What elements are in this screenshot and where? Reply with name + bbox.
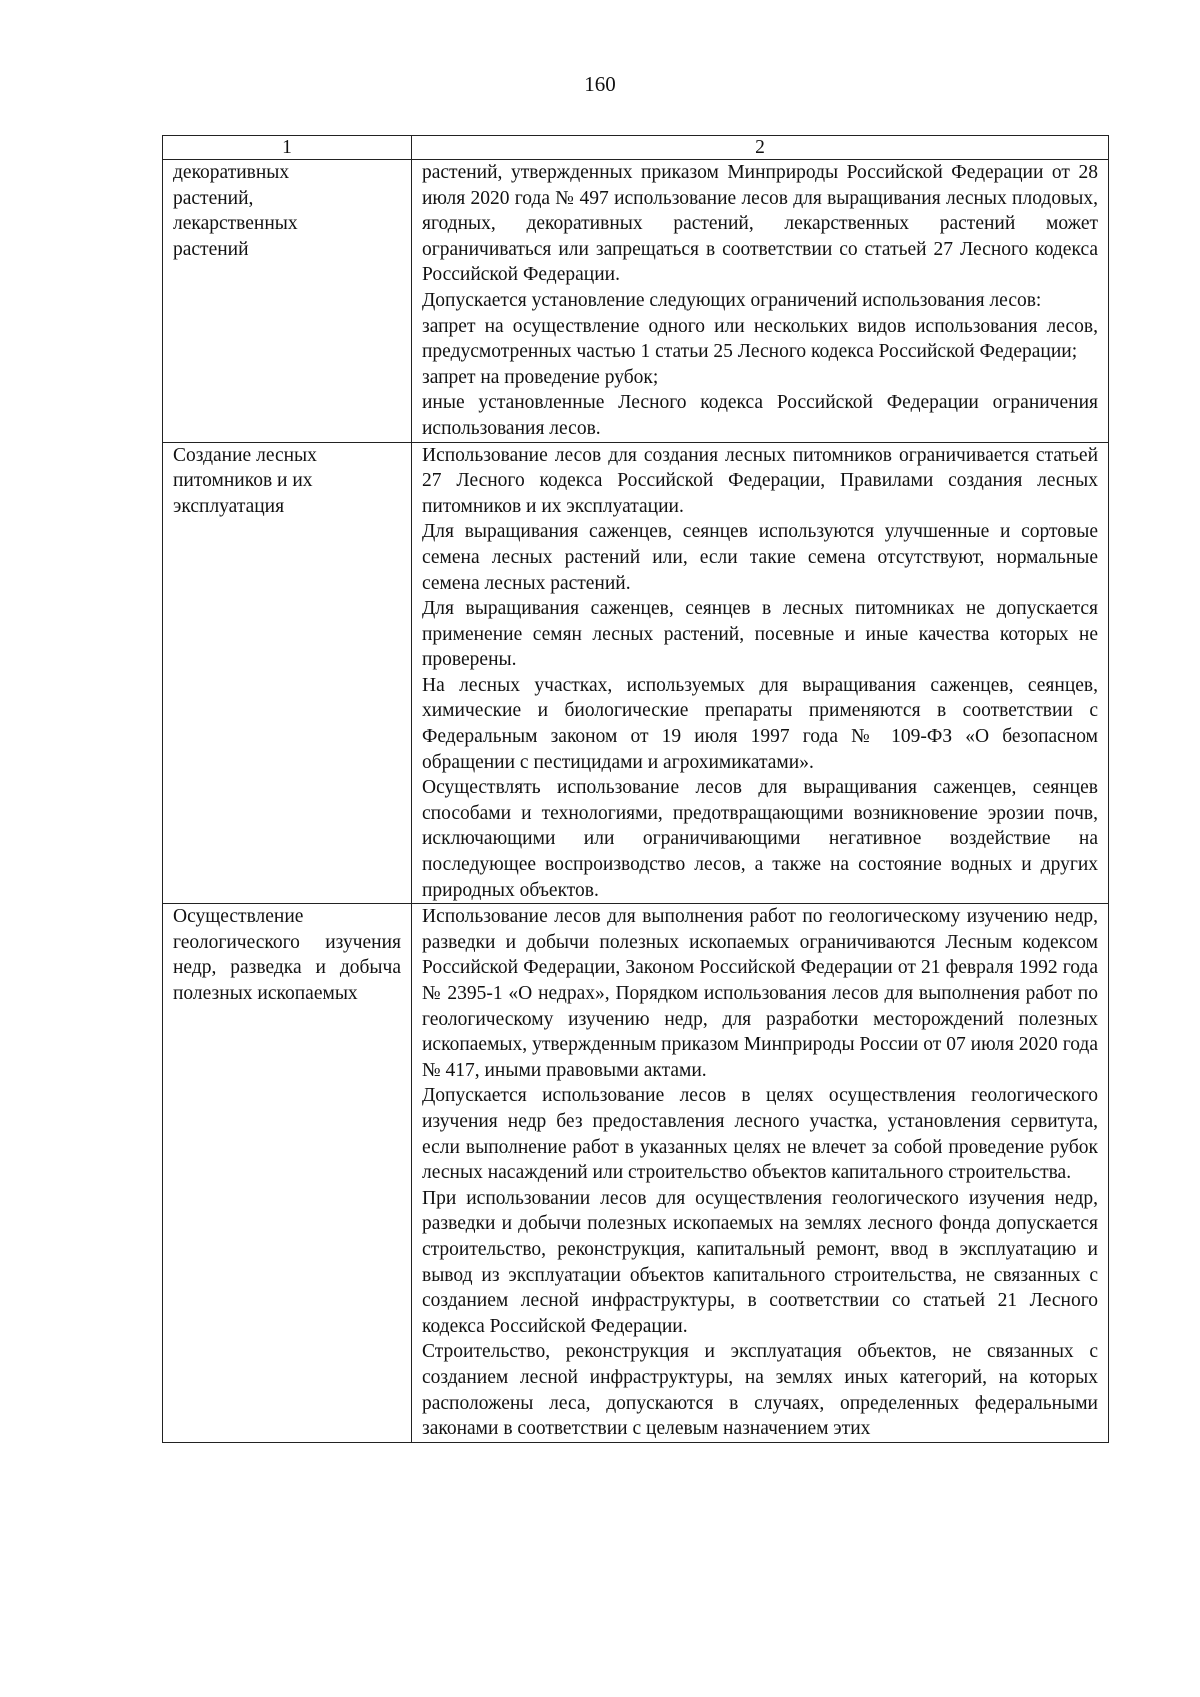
activity-cell — [163, 442, 412, 904]
paragraph: Использование лесов для создания лесных питомников ограничивается статьей 27 Лесного кодекса Российской Федерации, Правилами создания лесных питомников и их эксплуатации. — [422, 444, 1098, 517]
page-number: 160 — [584, 72, 616, 96]
paragraph: Строительство, реконструкция и эксплуатация объектов, не связанных с созданием лесной инфраструктуры, на землях иных категорий, на которых расположены леса, допускаются в случаях, определенных федеральными законами в соответствии с целевым назначением этих — [422, 1341, 1098, 1440]
paragraph: растений, утвержденных приказом Минприроды Российской Федерации от 28 июля 2020 года № 497 использование лесов для выращивания лесных плодовых, ягодных, декоративных растений, лекарственных растений может ограничиваться или запрещаться в соответствии со статьей 27 Лесного кодекса Российской Федерации. — [422, 162, 1098, 286]
restrictions-cell — [412, 442, 1109, 904]
column-header-2: 2 — [412, 136, 1109, 160]
activity-name: Создание лесных питомников и их эксплуатация — [173, 444, 317, 517]
activity-name: декоративных растений, лекарственных растений — [173, 162, 298, 260]
paragraph: При использовании лесов для осуществления геологического изучения недр, разведки и добычи полезных ископаемых на землях лесного фонда допускается строительство, реконструкция, капитальный ремонт, ввод в эксплуатацию и вывод из эксплуатации объектов капитального строительства, не связанных с созданием лесной инфраструктуры, в соответствии со статьей 21 Лесного кодекса Российской Федерации. — [422, 1187, 1098, 1337]
paragraph: Осуществлять использование лесов для выращивания саженцев, сеянцев способами и технологиями, предотвращающими возникновение эрозии почв, исключающими или ограничивающими негативное воздействие на последующее воспроизводство лесов, а также на состояние водных и других природных объектов. — [422, 777, 1098, 901]
column-header-1: 1 — [163, 136, 412, 160]
regulations-table — [162, 135, 1109, 1443]
paragraph: На лесных участках, используемых для выращивания саженцев, сеянцев, химические и биологические препараты применяются в соответствии с Федеральным законом от 19 июля 1997 года № 109-ФЗ «О безопасном обращении с пестицидами и агрохимикатами». — [422, 674, 1098, 773]
paragraph: Допускается использование лесов в целях осуществления геологического изучения недр без предоставления лесного участка, установления сервитута, если выполнение работ в указанных целях не влечет за собой проведение рубок лесных насаждений или строительство объектов капитального строительства. — [422, 1085, 1098, 1184]
table-row — [163, 160, 1109, 443]
paragraph: Допускается установление следующих ограничений использования лесов: — [422, 289, 1042, 311]
activity-name: Осуществление геологического изучения недр, разведка и добыча полезных ископаемых — [173, 906, 401, 1004]
paragraph: запрет на проведение рубок; — [422, 366, 659, 388]
activity-cell — [163, 160, 412, 443]
table-header-row — [163, 136, 1109, 160]
restrictions-cell — [412, 904, 1109, 1442]
activity-cell — [163, 904, 412, 1442]
restrictions-cell — [412, 160, 1109, 443]
table-row — [163, 442, 1109, 904]
paragraph: Использование лесов для выполнения работ по геологическому изучению недр, разведки и добычи полезных ископаемых ограничиваются Лесным кодексом Российской Федерации, Законом Российской Федерации от 21 февраля 1992 года № 2395-1 «О недрах», Порядком использования лесов для выполнения работ по геологическому изучению недр, для разработки месторождений полезных ископаемых, утвержденным приказом Минприроды России от 07 июля 2020 года № 417, иными правовыми актами. — [422, 906, 1098, 1081]
paragraph: Для выращивания саженцев, сеянцев используются улучшенные и сортовые семена лесных растений или, если такие семена отсутствуют, нормальные семена лесных растений. — [422, 521, 1098, 594]
paragraph: запрет на осуществление одного или нескольких видов использования лесов, предусмотренных частью 1 статьи 25 Лесного кодекса Российской Федерации; — [422, 315, 1098, 363]
paragraph: Для выращивания саженцев, сеянцев в лесных питомниках не допускается применение семян лесных растений, посевные и иные качества которых не проверены. — [422, 598, 1098, 671]
table-row — [163, 904, 1109, 1442]
paragraph: иные установленные Лесного кодекса Российской Федерации ограничения использования лесов. — [422, 392, 1098, 439]
